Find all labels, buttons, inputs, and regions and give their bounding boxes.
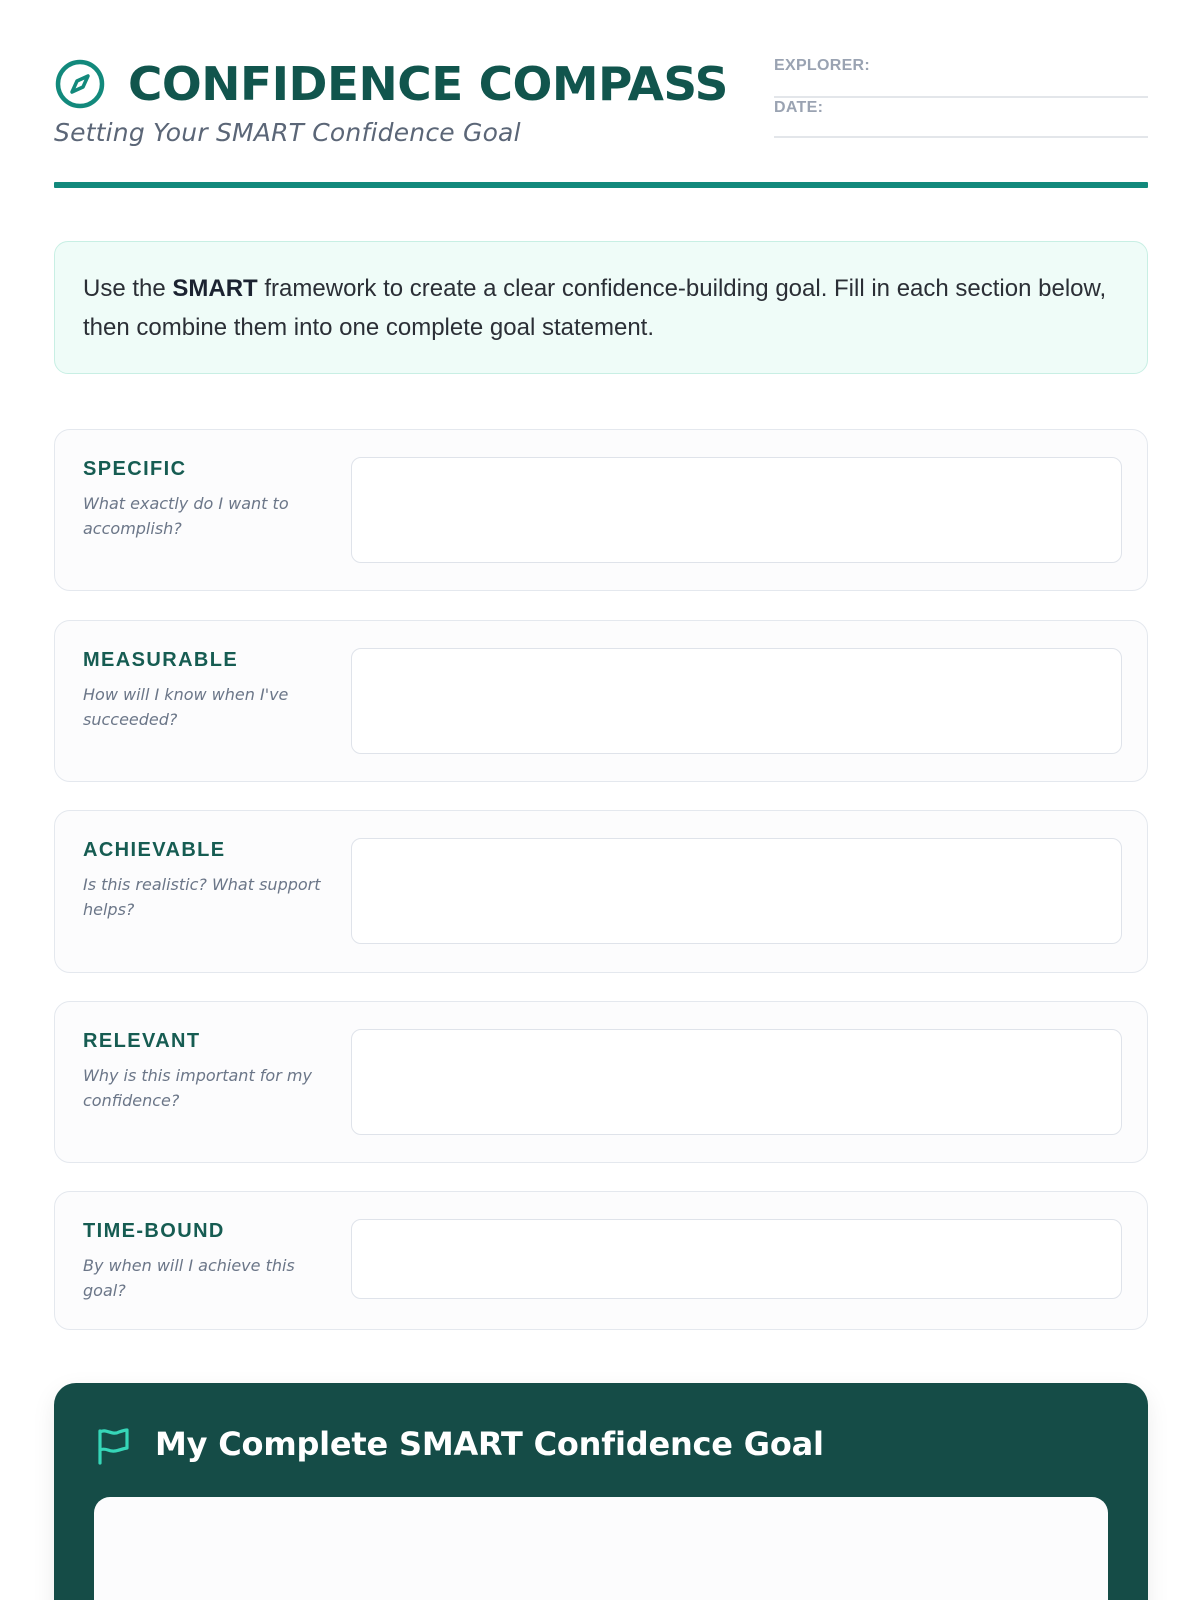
- measurable-input[interactable]: [351, 648, 1122, 754]
- relevant-input[interactable]: [351, 1029, 1122, 1135]
- goal-statement-input[interactable]: [94, 1497, 1108, 1600]
- smart-row-specific: [54, 429, 1148, 591]
- header: [54, 56, 1148, 186]
- goal-title: My Complete SMART Confidence Goal: [155, 1425, 824, 1463]
- smart-label: ACHIEVABLE: [83, 839, 226, 861]
- explorer-label: EXPLORER:: [774, 57, 871, 74]
- time-bound-input[interactable]: [351, 1219, 1122, 1299]
- smart-hint: Why is this important for my confidence?: [83, 1066, 312, 1110]
- goal-panel: [54, 1383, 1148, 1600]
- smart-row-relevant: [54, 1001, 1148, 1163]
- explorer-field[interactable]: [774, 56, 1148, 98]
- smart-hint: Is this realistic? What support helps?: [83, 875, 321, 919]
- page-title: CONFIDENCE COMPASS: [128, 57, 728, 111]
- brand: [54, 56, 728, 112]
- smart-row-measurable: [54, 620, 1148, 782]
- specific-input[interactable]: [351, 457, 1122, 563]
- intro-box: [54, 241, 1148, 374]
- smart-hint: How will I know when I've succeeded?: [83, 685, 289, 729]
- date-field[interactable]: [774, 98, 1148, 138]
- intro-text-prefix: Use the: [83, 275, 173, 302]
- meta-fields: [774, 56, 1148, 138]
- date-label: DATE:: [774, 99, 824, 116]
- achievable-input[interactable]: [351, 838, 1122, 944]
- smart-row-time-bound: [54, 1191, 1148, 1330]
- page-subtitle: Setting Your SMART Confidence Goal: [54, 118, 521, 147]
- intro-text-suffix: framework to create a clear confidence-building goal. Fill in each section below, then combine them into one complete goal statement.: [83, 275, 1107, 341]
- smart-hint: By when will I achieve this goal?: [83, 1256, 295, 1300]
- intro-text-bold: SMART: [172, 275, 258, 302]
- smart-label: SPECIFIC: [83, 458, 187, 480]
- smart-label: TIME-BOUND: [83, 1220, 225, 1242]
- compass-icon: [54, 58, 106, 110]
- smart-row-achievable: [54, 810, 1148, 973]
- smart-hint: What exactly do I want to accomplish?: [83, 494, 289, 538]
- flag-icon: [96, 1427, 130, 1465]
- header-divider: [54, 182, 1148, 188]
- smart-label: RELEVANT: [83, 1030, 201, 1052]
- smart-label: MEASURABLE: [83, 649, 239, 671]
